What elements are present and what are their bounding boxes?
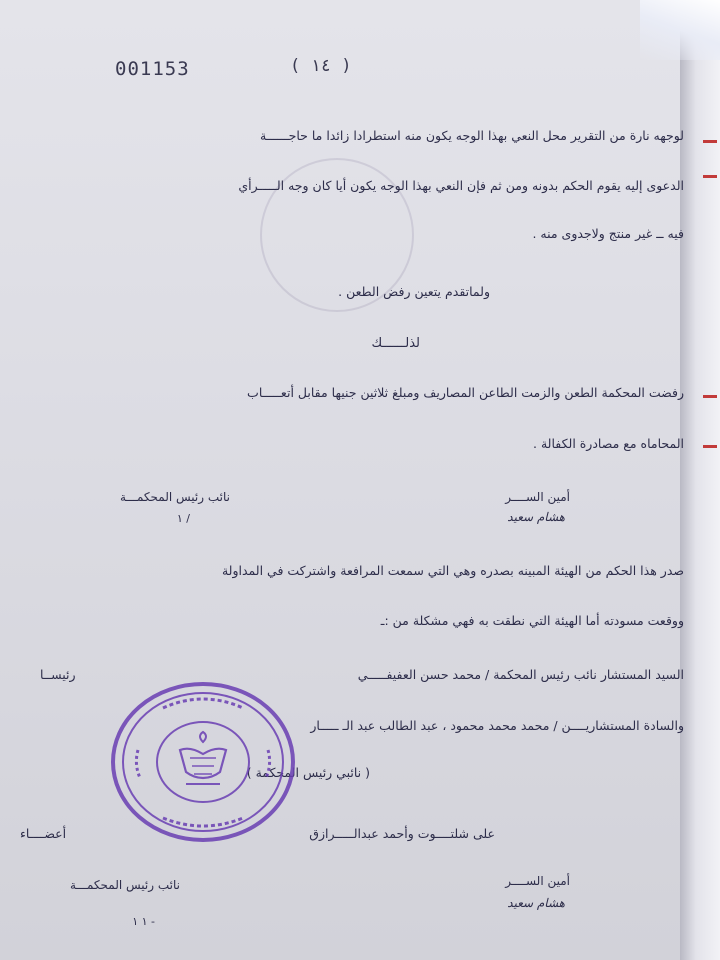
section-heading: لذلــــــك	[371, 336, 420, 351]
secretary-label-2: أمين الســــر	[505, 874, 570, 888]
corner-glare	[640, 0, 720, 60]
body-line-6: المحاماه مع مصادرة الكفالة .	[533, 436, 684, 451]
page-number: ( ١٤ )	[290, 56, 352, 76]
margin-mark	[703, 140, 717, 143]
margin-mark	[703, 175, 717, 178]
vp-label-2: نائب رئيس المحكمـــة	[69, 878, 180, 892]
members-names: على شلتــــوت وأحمد عبدالـــــرازق	[309, 826, 495, 841]
secretary-label: أمين الســــر	[505, 490, 570, 504]
secretary-signature: هشام سعيد	[507, 510, 565, 524]
judges-line: والسادة المستشاريــــن / محمد محمد محمود ، عبد الطالب عبد الـ ـــــار	[310, 718, 684, 733]
body-line-1: لوجهه نارة من التقرير محل النعي بهذا الوجه يكون منه استطرادا زائدا ما حاجــــــة	[259, 128, 684, 143]
vp-label: نائب رئيس المحكمـــة	[119, 490, 230, 504]
body-line-3: فيه ــ غير منتج ولاجدوى منه .	[532, 226, 684, 241]
presiding-judge-line: السيد المستشار نائب رئيس المحكمة / محمد حسن العفيفـــــي	[357, 667, 684, 682]
serial-number: 001153	[115, 58, 190, 80]
members-label: أعضــــاء	[20, 826, 67, 841]
vp-signature-2: - ١ ١	[132, 915, 155, 928]
body-line-5: رفضت المحكمة الطعن والزمت الطاعن المصاريف ومبلغ ثلاثين جنيها مقابل أتعـــــاب	[247, 385, 684, 400]
vp-signature: / ١	[176, 512, 190, 525]
body-line-4: ولماتقدم يتعين رفض الطعن .	[338, 284, 490, 299]
panel-line-1: صدر هذا الحكم من الهيئة المبينه بصدره وهي التي سمعت المرافعة واشتركت في المداولة	[221, 563, 684, 578]
page-edge	[680, 0, 720, 960]
court-seal-eagle-icon	[108, 680, 298, 845]
panel-line-2: ووقعت مسودته أما الهيئة التي نطقت به فهي مشكلة من :ـ	[380, 613, 684, 628]
judges-title: ( نائبي رئيس المحكمة )	[246, 765, 370, 780]
secretary-signature-2: هشام سعيد	[507, 896, 565, 910]
body-line-2: الدعوى إليه يقوم الحكم بدونه ومن ثم فإن النعي بهذا الوجه يكون أيا كان وجه الـــــرأي	[238, 178, 684, 193]
margin-mark	[703, 445, 717, 448]
margin-mark	[703, 395, 717, 398]
presiding-label: رئيســا	[40, 667, 76, 682]
